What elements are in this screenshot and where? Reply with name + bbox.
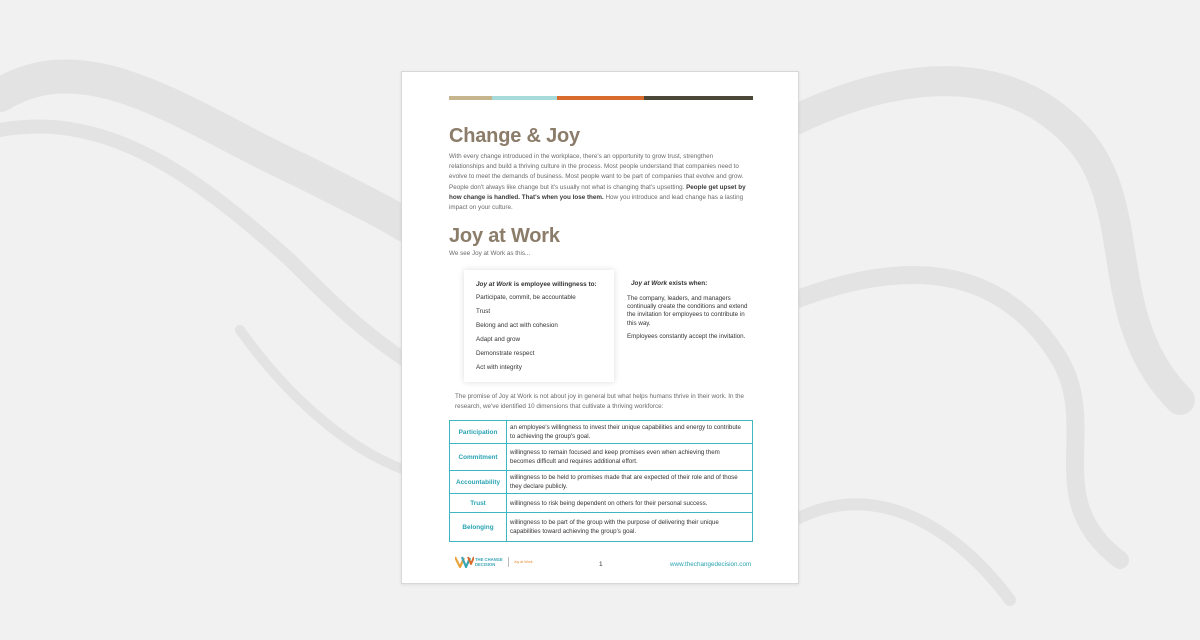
color-stripe xyxy=(449,96,753,100)
table-row xyxy=(450,513,753,542)
dimension-definition: willingness to be held to promises made that are expected of their role and of those they declare publicly. xyxy=(507,471,753,494)
dimension-term: Belonging xyxy=(450,513,507,542)
exists-when-text: The company, leaders, and managers continually create the conditions and extend the invitation for employees to contribute in this way. xyxy=(627,295,748,327)
dimension-term: Accountability xyxy=(450,471,507,494)
dimension-definition: willingness to remain focused and keep promises even when achieving them becomes difficult and requires additional effort. xyxy=(507,444,753,471)
exists-when-title: Joy at Work exists when: xyxy=(631,280,708,287)
dimension-definition: willingness to be part of the group with the purpose of delivering their unique capabilities toward achieving the group's goal. xyxy=(507,513,753,542)
table-row xyxy=(450,471,753,494)
logo-wordmark: THE CHANGE DECISION xyxy=(475,557,503,567)
logo-divider xyxy=(508,557,509,567)
website-link[interactable]: www.thechangedecision.com xyxy=(670,561,752,568)
dimension-definition: an employee's willingness to invest their unique capabilities and energy to contribute to achieving the group's goal. xyxy=(507,421,753,444)
dimension-definition: willingness to risk being dependent on others for their personal success. xyxy=(507,494,753,513)
willingness-item: Participate, commit, be accountable xyxy=(476,294,576,301)
document-page xyxy=(401,71,799,584)
logo-subtitle: Joy at Work xyxy=(513,560,533,564)
table-row xyxy=(450,444,753,471)
dimension-term: Trust xyxy=(450,494,507,513)
willingness-item: Trust xyxy=(476,308,491,315)
company-logo xyxy=(455,555,533,569)
exists-when-block xyxy=(627,280,751,346)
dimensions-table xyxy=(449,420,753,542)
page-number: 1 xyxy=(599,561,603,568)
heading-joy-at-work: Joy at Work xyxy=(449,225,560,247)
joy-at-work-intro: We see Joy at Work as this... xyxy=(449,250,531,257)
change-joy-paragraph: With every change introduced in the workplace, there's an opportunity to grow trust, strengthen relationships and build a thriving culture in the process. Most people understand that companies need to evolve to meet the demands of business. Most people want to be part of companies that evolve and grow. People don't always like change but it's usually not what is changing that's upsetting. People get upset by how change is handled. That's when you lose them. How you introduce and lead change has a lasting impact on your culture. xyxy=(449,153,746,212)
heading-change-joy: Change & Joy xyxy=(449,125,580,147)
willingness-item: Act with integrity xyxy=(476,364,522,371)
willingness-card xyxy=(464,270,614,382)
logo-mark-icon xyxy=(455,556,474,568)
willingness-item: Adapt and grow xyxy=(476,336,521,343)
dimension-term: Commitment xyxy=(450,444,507,471)
table-row xyxy=(450,494,753,513)
exists-when-text: Employees constantly accept the invitation. xyxy=(627,332,746,340)
dimension-term: Participation xyxy=(450,421,507,444)
willingness-card-title: Joy at Work is employee willingness to: xyxy=(476,281,597,288)
promise-paragraph: The promise of Joy at Work is not about joy in general but what helps humans thrive in their work. In the research, we've identified 10 dimensions that cultivate a thriving workforce: xyxy=(455,393,744,410)
table-row xyxy=(450,421,753,444)
willingness-item: Demonstrate respect xyxy=(476,350,535,357)
willingness-item: Belong and act with cohesion xyxy=(476,322,558,329)
